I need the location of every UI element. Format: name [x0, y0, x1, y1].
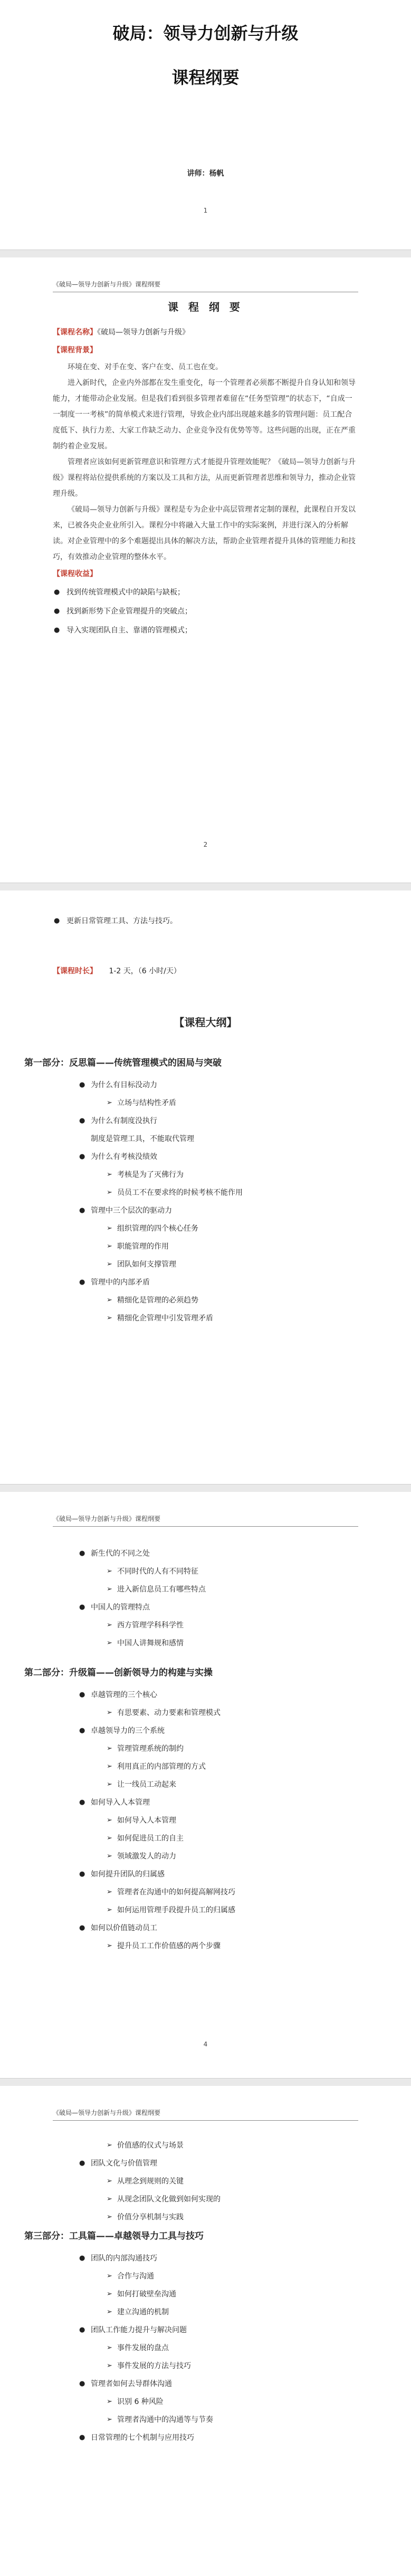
- duration-label: 【课程时长】: [53, 967, 97, 975]
- page5-content: [24, 2137, 379, 2447]
- page-divider: [0, 1484, 411, 1485]
- outline-subitem: ➢ 如何打破壁垒沟通: [24, 2285, 379, 2303]
- outline-item: ● 如何导入人本管理: [24, 1794, 379, 1812]
- outline-page-5: [0, 2086, 411, 2576]
- benefits-label-row: [53, 565, 358, 583]
- benefits-list: [53, 583, 358, 640]
- list-item: ● 导入实现团队自主、靠谱的管理模式；: [53, 621, 358, 640]
- course-name-row: [53, 323, 358, 341]
- page-number: 1: [203, 207, 208, 214]
- background-paragraph: 环境在变、对手在变、客户在变、员工也在变。: [68, 363, 223, 371]
- outline-subitem: ➢ 事件发展的盘点: [24, 2339, 379, 2357]
- outline-subitem: ➢ 管理者沟通中的沟通等与节奏: [24, 2411, 379, 2429]
- outline-subitem: ➢ 组织管理的四个核心任务: [24, 1220, 379, 1238]
- benefits-label: 【课程收益】: [53, 570, 97, 578]
- outline-item: ● 卓越领导力的三个系统: [24, 1722, 379, 1740]
- outline-subitem: ➢ 不同时代的人有不同特征: [24, 1563, 379, 1581]
- outline-subitem: ➢ 团队如何支撑管理: [24, 1256, 379, 1273]
- page3-content: [53, 912, 358, 1043]
- part1-outline: [24, 1076, 379, 1327]
- outline-title: 【课程大纲】: [174, 1016, 237, 1029]
- outline-item: ● 团队工作能力提升与解决问题: [24, 2321, 379, 2339]
- page-header: 《破局—领导力创新与升级》课程纲要: [53, 280, 358, 292]
- outline-subitem: ➢ 从现念团队文化做到如何实现的: [24, 2190, 379, 2208]
- outline-subitem: ➢ 如何促进员工的自主: [24, 1830, 379, 1847]
- page-number: 2: [203, 841, 208, 848]
- background-paragraph: 进入新时代，企业内外部都在发生重变化，每一个管理者必须都不断提升自身认知和领导能力，才能带动企业发展。但是我们看到很多管理者难留在“任务型管理”的状态下，“自成一一制度一一考核”的简单模式来进行管理，导致企业内部出现越来越多的管理问题：员工配合度低下、执行力差、大家工作缺乏动力、企业竞争没有优势等等。这些问题的出现，正在严重制约着企业发展。: [53, 379, 356, 451]
- outline-item: ● 新生代的不同之处: [24, 1545, 379, 1563]
- part2-title: 第二部分：升级篇——创新领导力的构建与实操: [24, 1668, 213, 1678]
- page4-content: [24, 1545, 379, 1955]
- outline-subitem: ➢ 中国人讲舞规和感情: [24, 1634, 379, 1652]
- outline-item: 制度是管理工具，不能取代管理: [91, 1135, 194, 1143]
- list-item: ● 找到传统管理模式中的缺陷与缺板；: [53, 583, 358, 602]
- outline-subitem: ➢ 精细化是管理的必须趋势: [24, 1291, 379, 1309]
- outline-subitem: ➢ 价值分享机制与实践: [24, 2208, 379, 2226]
- outline-subitem: ➢ 管理者在沟通中的如何提高解网技巧: [24, 1883, 379, 1901]
- cover-lecturer: 讲师：杨帆: [187, 169, 224, 178]
- background-label: 【课程背景】: [53, 346, 97, 355]
- list-item: ● 更新日常管理工具、方法与技巧。: [53, 912, 358, 931]
- benefits-list-cont: [53, 912, 358, 931]
- outline-subitem: ➢ 识别 6 种风险: [24, 2393, 379, 2411]
- outline-item: ● 管理中的内部矛盾: [24, 1273, 379, 1291]
- part3-outline: [24, 2249, 379, 2447]
- outline-item: ● 卓越管理的三个核心: [24, 1686, 379, 1704]
- outline-subitem: ➢ 员员工不在要求终的时候考核不能作用: [24, 1184, 379, 1202]
- part2-outline-cont: [24, 2137, 379, 2226]
- outline-item: ● 团队的内部沟通技巧: [24, 2249, 379, 2267]
- cover-title: 破局：领导力创新与升级: [112, 23, 299, 43]
- course-name-value: 《破局—领导力创新与升级》: [97, 328, 189, 337]
- page-header: 《破局—领导力创新与升级》课程纲要: [53, 2108, 358, 2121]
- outline-item: ● 如何以价值链动员工: [24, 1919, 379, 1937]
- outline-subitem: ➢ 利用真正的内部管理的方式: [24, 1758, 379, 1776]
- part3-title: 第三部分：工具篇——卓越领导力工具与技巧: [24, 2231, 204, 2242]
- part1-title: 第一部分：反思篇——传统管理模式的困局与突破: [24, 1058, 222, 1068]
- background-paragraph: 管理者应该如何更新管理意识和管理方式才能提升管理效能呢？《破局—领导力创新与升级》课程将站位提供系统的方案以及工具和方法，从而更新管理者思维和领导力，推动企业管理升级。: [53, 458, 356, 498]
- page-divider: [0, 2078, 411, 2079]
- outline-subitem: ➢ 领域激发人的动力: [24, 1847, 379, 1865]
- outline-subitem: ➢ 考核是为了灭佛行为: [24, 1166, 379, 1184]
- outline-item: ● 管理中三个层次的驱动力: [24, 1202, 379, 1220]
- outline-subitem: ➢ 价值感的仪式与场景: [24, 2137, 379, 2154]
- syllabus-heading: 课 程 纲 要: [168, 301, 243, 313]
- outline-page-4: [0, 1492, 411, 2079]
- cover-subtitle: 课程纲要: [171, 68, 240, 88]
- outline-item: ● 为什么有目标没动力: [24, 1076, 379, 1094]
- outline-subitem: ➢ 进入新信息员工有哪些特点: [24, 1581, 379, 1598]
- part1-block: [24, 1055, 379, 1327]
- course-name-label: 【课程名称】: [53, 328, 97, 337]
- outline-subitem: ➢ 提升员工工作价值感的两个步骤: [24, 1937, 379, 1955]
- outline-subitem: ➢ 从理念到规则的关键: [24, 2172, 379, 2190]
- duration-value: 1-2 天，（6 小时/天）: [109, 967, 181, 975]
- outline-item: ● 为什么有制度没执行: [24, 1112, 379, 1130]
- outline-item: ● 团队文化与价值管理: [24, 2154, 379, 2172]
- syllabus-content: [53, 299, 358, 640]
- duration-row: [53, 962, 358, 980]
- background-label-row: [53, 341, 358, 359]
- list-item: ● 找到新形势下企业管理提升的突破点；: [53, 602, 358, 621]
- outline-subitem: ➢ 如何运用管理手段提升员工的归属感: [24, 1901, 379, 1919]
- outline-subitem: ➢ 精细化企管理中引发管理矛盾: [24, 1309, 379, 1327]
- outline-item: ● 中国人的管理特点: [24, 1598, 379, 1616]
- outline-subitem: ➢ 让一线员工动起来: [24, 1776, 379, 1794]
- outline-subitem: ➢ 如何导入人本管理: [24, 1812, 379, 1830]
- outline-subitem: ➢ 合作与沟通: [24, 2267, 379, 2285]
- background-paragraph: 《破局—领导力创新与升级》课程是专为企业中高层管理者定制的课程，此课程自开发以来，已被各央企业业所引入。课程分中将融入大量工作中的实际案例，并进行深入的分析解读。对企业管理中的多个难题提出具体的解决方法，帮助企业管理者提升具体的管理能力和技巧，有效推动企业管理的整体水平。: [53, 505, 356, 561]
- outline-item: ● 日常管理的七个机制与应用技巧: [24, 2429, 379, 2447]
- outline-subitem: ➢ 有思要素、动力要素和管理模式: [24, 1704, 379, 1722]
- outline-subitem: ➢ 职能管理的作用: [24, 1238, 379, 1256]
- cover-page: [0, 0, 411, 250]
- outline-item: ● 为什么有考核没绩效: [24, 1148, 379, 1166]
- outline-page-3: [0, 890, 411, 1485]
- page-number: 4: [203, 2041, 208, 2048]
- outline-subitem: ➢ 事件发展的方法与技巧: [24, 2357, 379, 2375]
- part2-outline: [24, 1686, 379, 1955]
- outline-item: ● 管理者如何去导群体沟通: [24, 2375, 379, 2393]
- outline-subitem: ➢ 西方管理学科科学性: [24, 1616, 379, 1634]
- outline-subitem: ➢ 建立沟通的机制: [24, 2303, 379, 2321]
- syllabus-page: [0, 257, 411, 883]
- part1-outline-cont: [24, 1545, 379, 1652]
- outline-subitem: ➢ 管理管理系统的制约: [24, 1740, 379, 1758]
- page-header: 《破局—领导力创新与升级》课程纲要: [53, 1514, 358, 1527]
- outline-subitem: ➢ 立场与结构性矛盾: [24, 1094, 379, 1112]
- outline-item: ● 如何提升团队的归属感: [24, 1865, 379, 1883]
